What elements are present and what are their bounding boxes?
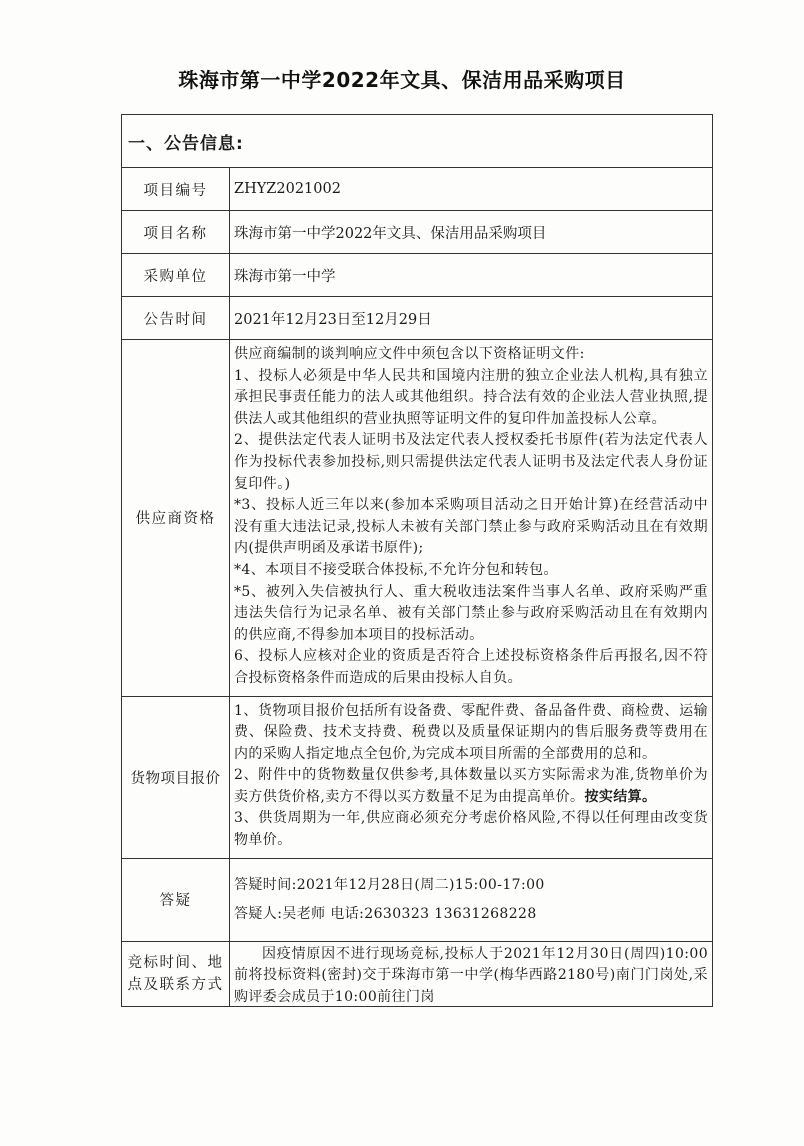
value-supplier-qualification bbox=[230, 340, 713, 697]
value-goods-quote bbox=[230, 696, 713, 858]
document-title: 珠海市第一中学2022年文具、保洁用品采购项目 bbox=[178, 68, 626, 92]
qa-time: 答疑时间:2021年12月28日(周二)15:00-17:00 bbox=[234, 876, 545, 893]
bidding-text: 因疫情原因不进行现场竞标,投标人于2021年12月30日(周四)10:00前将投标资料(密封)交于珠海市第一中学(梅华西路2180号)南门门岗处,采购评委会成员于10:00前往门岗 bbox=[234, 945, 708, 1005]
quote-item-2-text: 2、附件中的货物数量仅供参考,具体数量以买方实际需求为准,货物单价为卖方供货价格,卖方不得以买方数量不足为由提高单价。 bbox=[234, 767, 708, 805]
row-supplier-qualification bbox=[122, 340, 713, 697]
quote-item-2 bbox=[234, 765, 708, 808]
supplier-item-3: *3、投标人近三年以来(参加本采购项目活动之日开始计算)在经营活动中没有重大违法记录,投标人未被有关部门禁止参与政府采购活动且在有效期内(提供声明函及承诺书原件); bbox=[234, 497, 708, 557]
label-project-number: 项目编号 bbox=[122, 168, 230, 211]
row-project-number bbox=[122, 168, 713, 211]
section-heading-announcement: 一、公告信息: bbox=[122, 115, 713, 168]
row-goods-quote bbox=[122, 696, 713, 858]
quote-item-2-bold: 按实结算。 bbox=[584, 788, 657, 805]
row-project-name bbox=[122, 211, 713, 254]
supplier-item-6: 6、投标人应核对企业的资质是否符合上述投标资格条件后再报名,因不符合投标资格条件而造成的后果由投标人自负。 bbox=[234, 648, 708, 686]
value-project-number: ZHYZ2021002 bbox=[230, 168, 713, 211]
row-purchaser bbox=[122, 254, 713, 297]
row-notice-time bbox=[122, 297, 713, 340]
row-bidding bbox=[122, 941, 713, 1006]
supplier-item-5: *5、被列入失信被执行人、重大税收违法案件当事人名单、政府采购严重违法失信行为记录名单、被有关部门禁止参与政府采购活动且在有效期内的供应商,不得参加本项目的投标活动。 bbox=[234, 583, 708, 643]
label-goods-quote: 货物项目报价 bbox=[122, 696, 230, 858]
label-qa: 答疑 bbox=[122, 858, 230, 941]
label-supplier-qualification: 供应商资格 bbox=[122, 340, 230, 697]
value-purchaser: 珠海市第一中学 bbox=[230, 254, 713, 297]
quote-item-1: 1、货物项目报价包括所有设备费、零配件费、备品备件费、商检费、运输费、保险费、技术支持费、税费以及质量保证期内的售后服务费等费用在内的采购人指定地点全包价,为完成本项目所需的全部费用的总和。 bbox=[234, 702, 708, 762]
supplier-item-2: 2、提供法定代表人证明书及法定代表人授权委托书原件(若为法定代表人作为投标代表参加投标,则只需提供法定代表人证明书及法定代表人身份证复印件。) bbox=[234, 432, 708, 492]
label-bidding: 竞标时间、地点及联系方式 bbox=[122, 941, 230, 1006]
value-project-name: 珠海市第一中学2022年文具、保洁用品采购项目 bbox=[230, 211, 713, 254]
bidding-clip bbox=[234, 944, 708, 1006]
value-qa bbox=[230, 858, 713, 941]
row-qa bbox=[122, 858, 713, 941]
label-project-name: 项目名称 bbox=[122, 211, 230, 254]
supplier-item-1: 1、投标人必须是中华人民共和国境内注册的独立企业法人机构,具有独立承担民事责任能力的法人或其他组织。持合法有效的企业法人营业执照,提供法人或其他组织的营业执照等证明文件的复印件加盖投标人公章。 bbox=[234, 367, 708, 427]
supplier-intro: 供应商编制的谈判响应文件中须包含以下资格证明文件: bbox=[234, 346, 585, 362]
supplier-item-4: *4、本项目不接受联合体投标,不允许分包和转包。 bbox=[234, 561, 558, 578]
value-bidding bbox=[230, 941, 713, 1006]
label-notice-time: 公告时间 bbox=[122, 297, 230, 340]
announcement-table bbox=[121, 114, 713, 1007]
label-purchaser: 采购单位 bbox=[122, 254, 230, 297]
qa-contact: 答疑人:吴老师 电话:2630323 13631268228 bbox=[234, 905, 537, 922]
quote-item-3: 3、供货周期为一年,供应商必须充分考虑价格风险,不得以任何理由改变货物单价。 bbox=[234, 810, 708, 849]
value-notice-time: 2021年12月23日至12月29日 bbox=[230, 297, 713, 340]
